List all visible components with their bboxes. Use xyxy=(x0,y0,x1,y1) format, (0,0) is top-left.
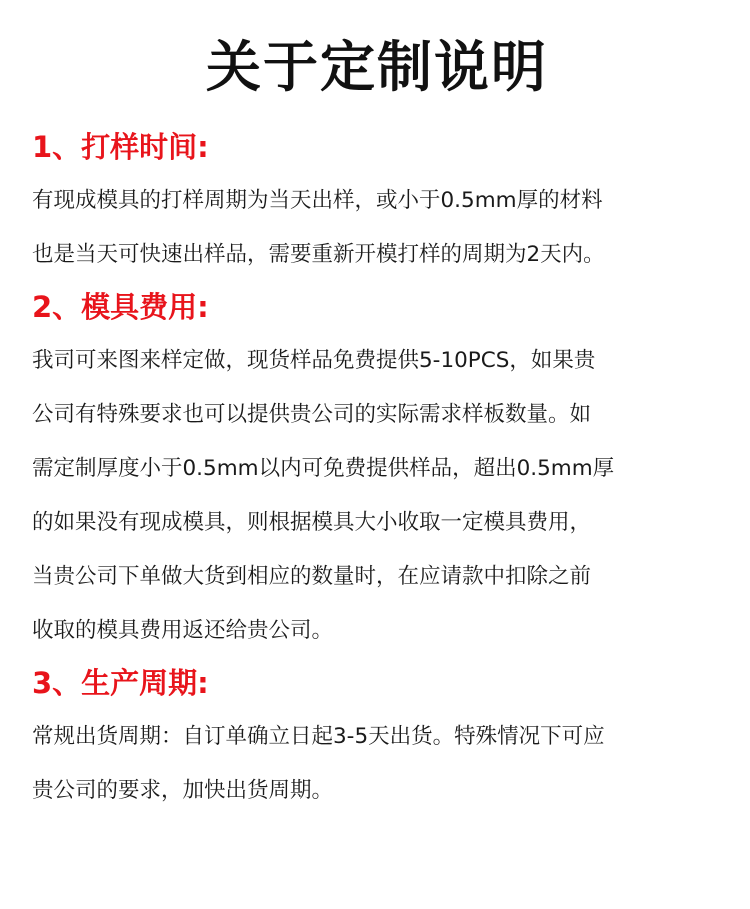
section-heading: 3、生产周期: xyxy=(32,666,209,700)
paragraph-line: 我司可来图来样定做，现货样品免费提供5-10PCS，如果贵 xyxy=(32,348,596,373)
section-heading: 2、模具费用: xyxy=(32,290,209,324)
page-title: 关于定制说明 xyxy=(205,35,548,99)
paragraph-line: 需定制厚度小于0.5mm以内可免费提供样品，超出0.5mm厚 xyxy=(32,456,615,481)
section-production-cycle xyxy=(32,658,722,818)
paragraph-line: 也是当天可快速出样品，需要重新开模打样的周期为2天内。 xyxy=(32,242,605,267)
paragraph-line: 当贵公司下单做大货到相应的数量时，在应请款中扣除之前 xyxy=(32,564,592,589)
paragraph-line: 的如果没有现成模具，则根据模具大小收取一定模具费用， xyxy=(32,510,592,535)
section-sampling-time xyxy=(32,122,722,282)
section-mold-fee xyxy=(32,282,722,658)
paragraph-line: 公司有特殊要求也可以提供贵公司的实际需求样板数量。如 xyxy=(32,402,592,427)
paragraph-line: 常规出货周期：自订单确立日起3-5天出货。特殊情况下可应 xyxy=(32,724,605,749)
paragraph-line: 有现成模具的打样周期为当天出样，或小于0.5mm厚的材料 xyxy=(32,188,603,213)
section-heading: 1、打样时间: xyxy=(32,130,209,164)
paragraph-line: 收取的模具费用返还给贵公司。 xyxy=(32,618,334,643)
paragraph-line: 贵公司的要求，加快出货周期。 xyxy=(32,778,334,803)
